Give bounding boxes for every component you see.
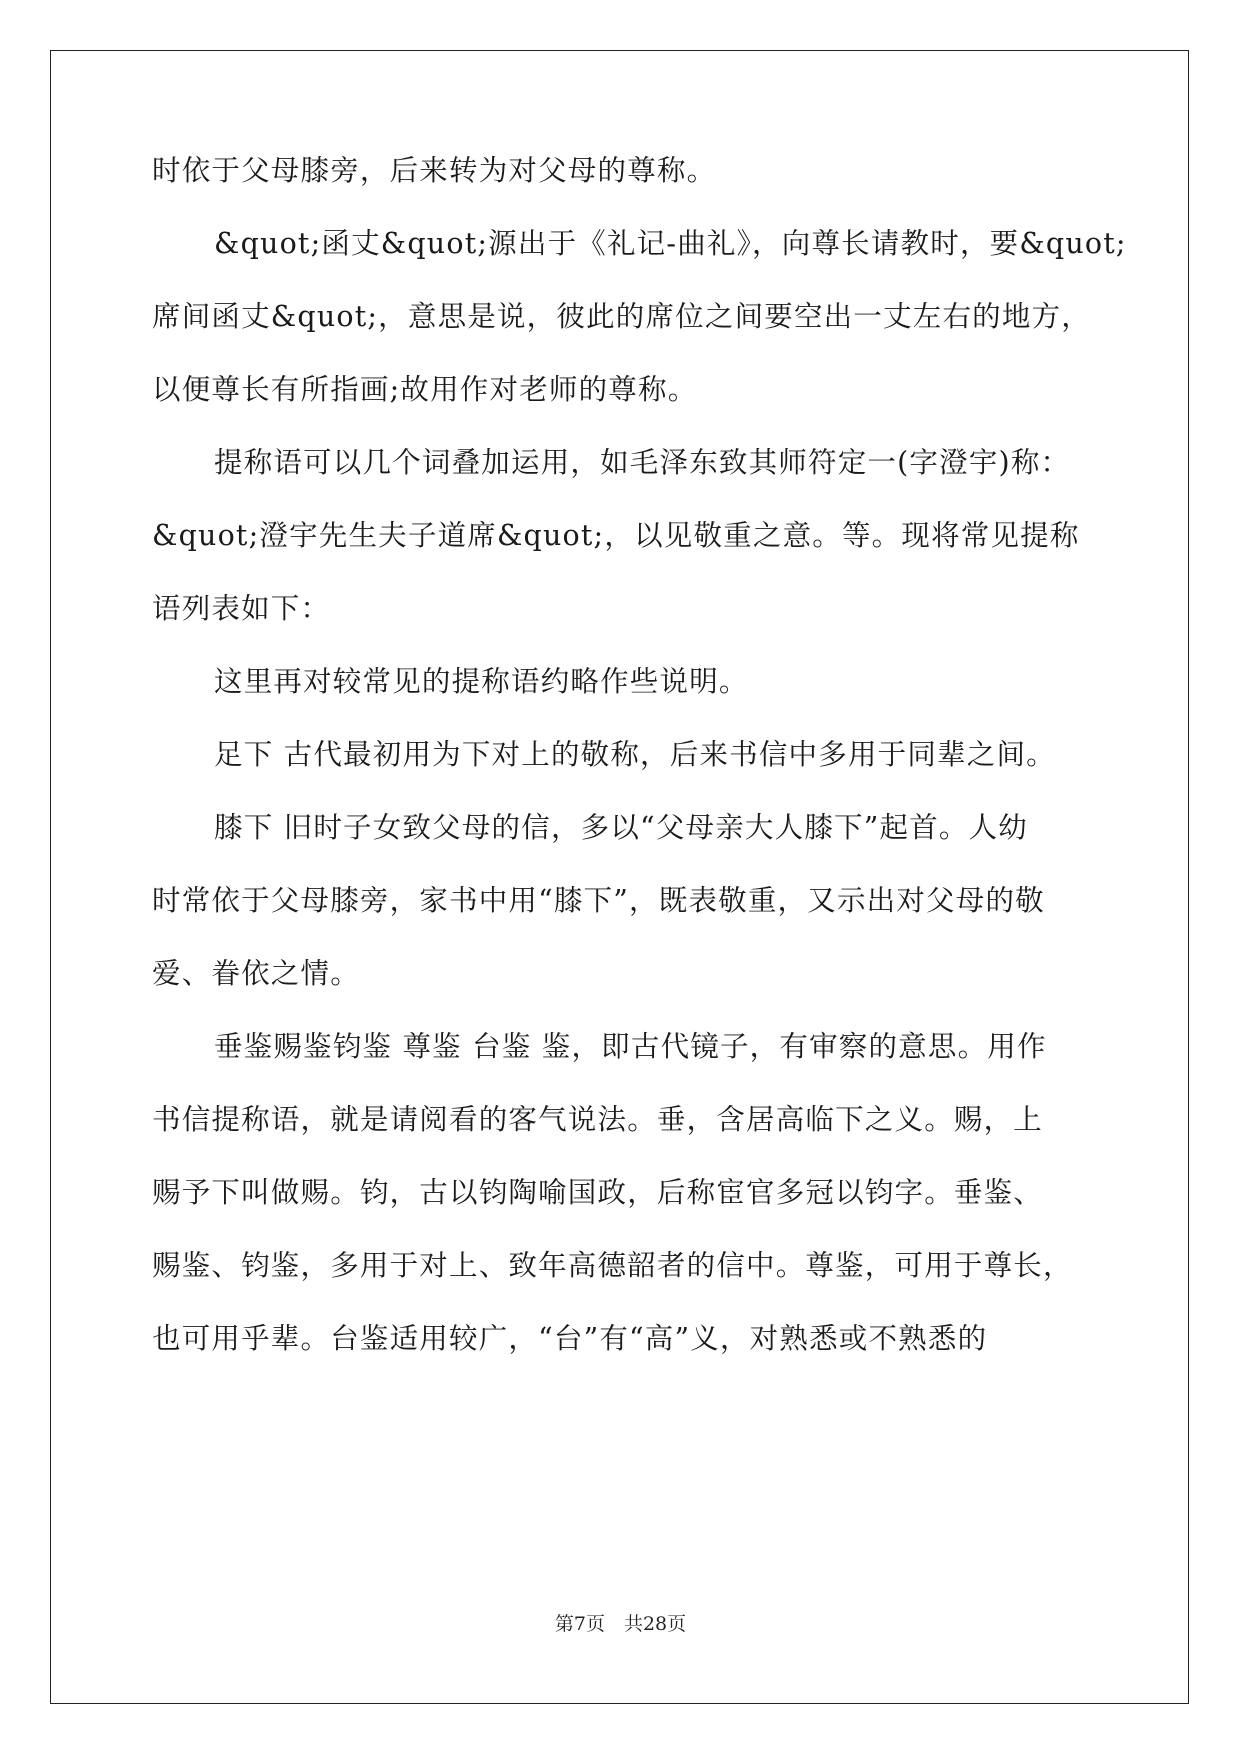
text-line-10: 膝下 旧时子女致父母的信，多以“父母亲大人膝下”起首。人幼 (214, 811, 1029, 844)
text-line-2: &quot;函丈&quot;源出于《礼记-曲礼》，向尊长请教时，要&quot; (214, 227, 1127, 260)
page-number: 第7页 共28页 (554, 1613, 687, 1635)
text-line-12: 爱、眷依之情。 (152, 957, 360, 990)
text-line-3: 席间函丈&quot;，意思是说，彼此的席位之间要空出一丈左右的地方， (152, 300, 1091, 333)
text-line-9: 足下 古代最初用为下对上的敬称，后来书信中多用于同辈之间。 (214, 738, 1056, 771)
text-line-8: 这里再对较常见的提称语约略作些说明。 (214, 665, 749, 698)
text-line-15: 赐予下叫做赐。钧，古以钧陶喻国政，后称宦官多冠以钧字。垂鉴、 (152, 1176, 1044, 1209)
text-line-7: 语列表如下： (152, 592, 331, 625)
text-line-6: &quot;澄宇先生夫子道席&quot;，以见敬重之意。等。现将常见提称 (152, 519, 1080, 552)
text-line-4: 以便尊长有所指画;故用作对老师的尊称。 (152, 373, 698, 406)
page-border (50, 50, 1189, 1704)
text-line-11: 时常依于父母膝旁，家书中用“膝下”，既表敬重，又示出对父母的敬 (152, 884, 1045, 917)
text-line-16: 赐鉴、钧鉴，多用于对上、致年高德韶者的信中。尊鉴，可用于尊长， (152, 1249, 1073, 1282)
text-line-13: 垂鉴赐鉴钧鉴 尊鉴 台鉴 鉴，即古代镜子，有审察的意思。用作 (214, 1030, 1047, 1063)
text-line-14: 书信提称语，就是请阅看的客气说法。垂，含居高临下之义。赐，上 (152, 1103, 1044, 1136)
text-line-17: 也可用乎辈。台鉴适用较广，“台”有“高”义，对熟悉或不熟悉的 (152, 1322, 988, 1355)
text-line-1: 时依于父母膝旁，后来转为对父母的尊称。 (152, 154, 717, 187)
text-line-5: 提称语可以几个词叠加运用，如毛泽东致其师符定一(字澄宇)称： (214, 446, 1071, 479)
